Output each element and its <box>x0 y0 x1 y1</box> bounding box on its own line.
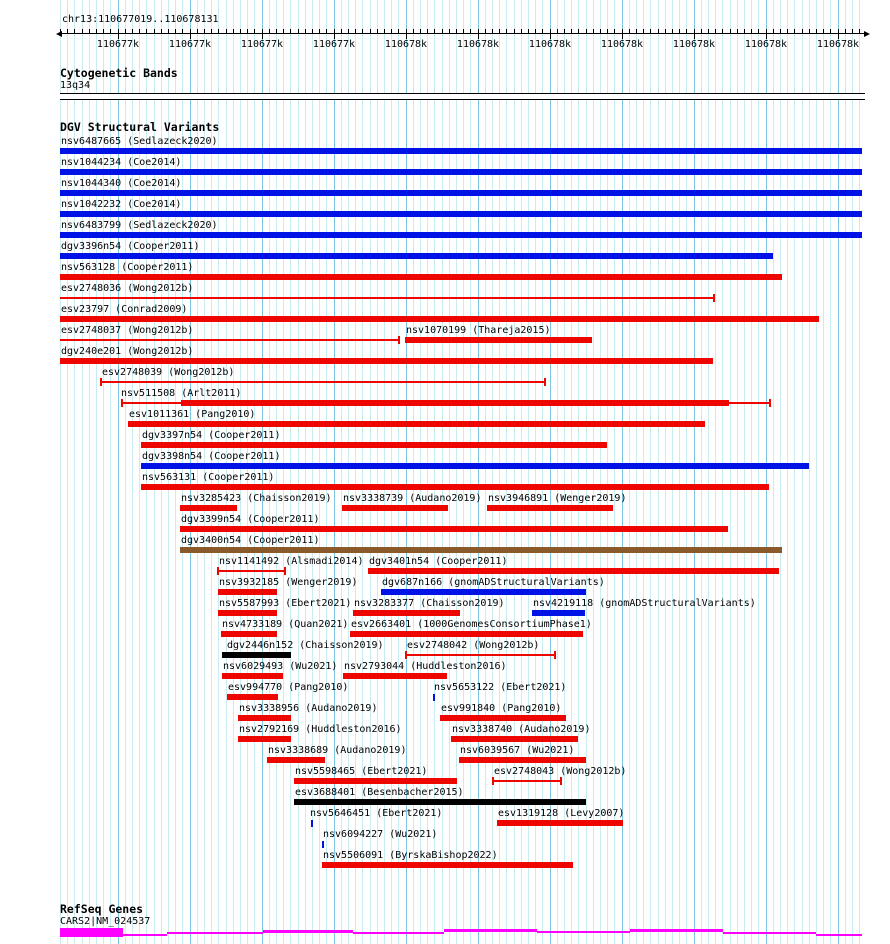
variant-label[interactable]: nsv5646451 (Ebert2021) <box>310 808 443 819</box>
variant-bar[interactable] <box>368 568 779 574</box>
ruler-minor-tick <box>190 29 191 33</box>
ruler-minor-tick <box>478 29 479 33</box>
ruler-minor-tick <box>319 29 320 33</box>
ruler-minor-tick <box>398 29 399 33</box>
grid-line <box>658 0 659 944</box>
ruler-minor-tick <box>830 29 831 33</box>
ruler-minor-tick <box>578 29 579 33</box>
ruler-minor-tick <box>679 29 680 33</box>
grid-line <box>593 0 594 944</box>
variant-bar[interactable] <box>294 799 586 805</box>
variant-label[interactable]: nsv3338689 (Audano2019) <box>268 745 407 756</box>
variant-label[interactable]: nsv5506091 (ByrskaBishop2022) <box>323 850 498 861</box>
variant-bar[interactable] <box>381 589 586 595</box>
ruler-minor-tick <box>110 29 111 33</box>
ruler-minor-tick <box>211 29 212 33</box>
ruler-tick-label: 110678k <box>384 39 428 50</box>
variant-label[interactable]: dgv2446n152 (Chaisson2019) <box>227 640 384 651</box>
ruler-minor-tick <box>276 29 277 33</box>
variant-label[interactable]: nsv6483799 (Sedlazeck2020) <box>61 220 218 231</box>
variant-label[interactable]: nsv2792169 (Huddleston2016) <box>239 724 402 735</box>
grid-line <box>283 0 284 944</box>
ruler-axis <box>62 33 864 34</box>
variant-range-end-tick <box>554 651 556 659</box>
grid-line <box>701 0 702 944</box>
variant-bar[interactable] <box>60 169 862 175</box>
variant-label[interactable]: nsv4219118 (gnomADStructuralVariants) <box>533 598 756 609</box>
variant-label[interactable]: esv994770 (Pang2010) <box>228 682 349 693</box>
ruler-minor-tick <box>701 29 702 33</box>
variant-bar[interactable] <box>238 736 291 742</box>
ruler-minor-tick <box>233 29 234 33</box>
ruler-minor-tick <box>859 29 860 33</box>
grid-line <box>859 0 860 944</box>
dgv-section-title: DGV Structural Variants <box>60 120 220 134</box>
ruler-minor-tick <box>125 29 126 33</box>
ruler-minor-tick <box>542 29 543 33</box>
variant-label[interactable]: nsv5653122 (Ebert2021) <box>434 682 567 693</box>
variant-label[interactable]: nsv6039567 (Wu2021) <box>460 745 575 756</box>
variant-range-line[interactable] <box>218 570 285 572</box>
grid-line <box>845 0 846 944</box>
variant-bar[interactable] <box>141 442 607 448</box>
variant-bar[interactable] <box>181 400 729 406</box>
ruler-minor-tick <box>643 29 644 33</box>
gene-segment[interactable] <box>816 934 862 936</box>
gene-exon-box[interactable] <box>60 928 123 937</box>
variant-label[interactable]: nsv3338740 (Audano2019) <box>452 724 591 735</box>
cytoband-box[interactable] <box>60 93 865 100</box>
variant-label[interactable]: nsv5598465 (Ebert2021) <box>295 766 428 777</box>
ruler-minor-tick <box>420 29 421 33</box>
grid-line <box>708 0 709 944</box>
variant-label[interactable]: esv23797 (Conrad2009) <box>61 304 188 315</box>
variant-label[interactable]: nsv6487665 (Sedlazeck2020) <box>61 136 218 147</box>
ruler-minor-tick <box>283 29 284 33</box>
ruler-minor-tick <box>521 29 522 33</box>
ruler-minor-tick <box>528 29 529 33</box>
ruler-minor-tick <box>665 29 666 33</box>
variant-bar[interactable] <box>222 673 283 679</box>
variant-bar[interactable] <box>60 358 713 364</box>
ruler-left-arrow-icon <box>56 31 62 37</box>
variant-bar[interactable] <box>227 694 278 700</box>
gene-segment[interactable] <box>123 934 167 936</box>
ruler-minor-tick <box>838 29 839 33</box>
variant-label[interactable]: esv2748043 (Wong2012b) <box>494 766 627 777</box>
variant-bar[interactable] <box>322 862 573 868</box>
ruler-tick-label: 110678k <box>456 39 500 50</box>
ruler-minor-tick <box>622 29 623 33</box>
ruler-minor-tick <box>535 29 536 33</box>
gene-segment[interactable] <box>630 929 723 932</box>
variant-bar[interactable] <box>128 421 705 427</box>
grid-line <box>751 0 752 944</box>
variant-range-end-tick <box>121 399 123 407</box>
variant-bar[interactable] <box>60 211 862 217</box>
ruler-minor-tick <box>470 29 471 33</box>
ruler-minor-tick <box>737 29 738 33</box>
ruler-minor-tick <box>607 29 608 33</box>
ruler-minor-tick <box>355 29 356 33</box>
variant-label[interactable]: nsv1044234 (Coe2014) <box>61 157 182 168</box>
ruler-minor-tick <box>89 29 90 33</box>
grid-line <box>694 0 695 944</box>
grid-line <box>780 0 781 944</box>
ruler-minor-tick <box>384 29 385 33</box>
ruler-minor-tick <box>182 29 183 33</box>
ruler-minor-tick <box>82 29 83 33</box>
ruler-minor-tick <box>67 29 68 33</box>
variant-label[interactable]: esv2663401 (1000GenomesConsortiumPhase1) <box>351 619 592 630</box>
ruler-minor-tick <box>118 29 119 33</box>
ruler-minor-tick <box>226 29 227 33</box>
ruler-minor-tick <box>694 29 695 33</box>
ruler-minor-tick <box>845 29 846 33</box>
variant-bar[interactable] <box>60 316 819 322</box>
ruler-minor-tick <box>247 29 248 33</box>
ruler-minor-tick <box>780 29 781 33</box>
variant-bar[interactable] <box>60 148 862 154</box>
grid-line <box>686 0 687 944</box>
variant-bar[interactable] <box>267 757 325 763</box>
ruler-minor-tick <box>370 29 371 33</box>
variant-label[interactable]: esv2748042 (Wong2012b) <box>407 640 540 651</box>
ruler-tick-label: 110677k <box>168 39 212 50</box>
ruler-tick-label: 110678k <box>672 39 716 50</box>
variant-label[interactable]: nsv1070199 (Thareja2015) <box>406 325 551 336</box>
variant-range-end-tick <box>544 378 546 386</box>
ruler-minor-tick <box>326 29 327 33</box>
gene-segment[interactable] <box>263 930 353 933</box>
ruler-minor-tick <box>650 29 651 33</box>
grid-line <box>773 0 774 944</box>
variant-bar[interactable] <box>497 820 623 826</box>
ruler-minor-tick <box>586 29 587 33</box>
grid-line <box>665 0 666 944</box>
ruler-minor-tick <box>658 29 659 33</box>
variant-label[interactable]: dgv687n166 (gnomADStructuralVariants) <box>382 577 605 588</box>
ruler-minor-tick <box>499 29 500 33</box>
ruler-minor-tick <box>146 29 147 33</box>
grid-line <box>830 0 831 944</box>
variant-bar[interactable] <box>180 505 237 511</box>
grid-line <box>809 0 810 944</box>
variant-range-line[interactable] <box>493 780 561 782</box>
variant-label[interactable]: dgv3400n54 (Cooper2011) <box>181 535 320 546</box>
grid-line <box>794 0 795 944</box>
grid-line <box>614 0 615 944</box>
ruler-minor-tick <box>406 29 407 33</box>
gene-segment[interactable] <box>723 932 816 934</box>
variant-bar[interactable] <box>350 631 583 637</box>
variant-label[interactable]: nsv4733189 (Quan2021) <box>222 619 349 630</box>
ruler-minor-tick <box>254 29 255 33</box>
ruler-minor-tick <box>204 29 205 33</box>
ruler-minor-tick <box>722 29 723 33</box>
variant-bar[interactable] <box>294 778 457 784</box>
grid-line <box>650 0 651 944</box>
refseq-section-title: RefSeq Genes <box>60 902 144 916</box>
variant-range-line[interactable] <box>101 381 545 383</box>
ruler-minor-tick <box>463 29 464 33</box>
variant-range-end-tick <box>284 567 286 575</box>
variant-bar[interactable] <box>440 715 566 721</box>
region-title: chr13:110677019..110678131 <box>62 14 219 25</box>
ruler-minor-tick <box>816 29 817 33</box>
ruler-minor-tick <box>787 29 788 33</box>
gene-segment[interactable] <box>537 931 630 933</box>
ruler-minor-tick <box>629 29 630 33</box>
variant-label[interactable]: esv2748037 (Wong2012b) <box>61 325 194 336</box>
ruler-minor-tick <box>686 29 687 33</box>
ruler-minor-tick <box>362 29 363 33</box>
variant-label[interactable]: dgv3399n54 (Cooper2011) <box>181 514 320 525</box>
ruler-minor-tick <box>269 29 270 33</box>
variant-bar[interactable] <box>353 610 460 616</box>
grid-line <box>643 0 644 944</box>
ruler-minor-tick <box>218 29 219 33</box>
variant-label[interactable]: dgv240e201 (Wong2012b) <box>61 346 194 357</box>
variant-label[interactable]: nsv3946891 (Wenger2019) <box>488 493 627 504</box>
variant-point-tick[interactable] <box>322 841 324 848</box>
ruler-minor-tick <box>636 29 637 33</box>
variant-range-line[interactable] <box>406 654 555 656</box>
ruler-minor-tick <box>290 29 291 33</box>
ruler-minor-tick <box>485 29 486 33</box>
ruler-minor-tick <box>751 29 752 33</box>
grid-line <box>816 0 817 944</box>
ruler-minor-tick <box>506 29 507 33</box>
ruler-minor-tick <box>161 29 162 33</box>
grid-line <box>787 0 788 944</box>
ruler-minor-tick <box>614 29 615 33</box>
ruler-tick-label: 110678k <box>744 39 788 50</box>
variant-range-end-tick <box>217 567 219 575</box>
variant-label[interactable]: esv991840 (Pang2010) <box>441 703 562 714</box>
variant-label[interactable]: esv2748039 (Wong2012b) <box>102 367 235 378</box>
ruler-minor-tick <box>334 29 335 33</box>
ruler-minor-tick <box>593 29 594 33</box>
ruler-minor-tick <box>852 29 853 33</box>
grid-line <box>622 0 623 944</box>
ruler-minor-tick <box>175 29 176 33</box>
ruler-minor-tick <box>571 29 572 33</box>
ruler-minor-tick <box>96 29 97 33</box>
grid-line <box>802 0 803 944</box>
variant-bar[interactable] <box>180 547 782 553</box>
grid-line <box>290 0 291 944</box>
variant-range-end-tick <box>398 336 400 344</box>
ruler-minor-tick <box>823 29 824 33</box>
variant-bar[interactable] <box>451 736 578 742</box>
variant-label[interactable]: nsv2793044 (Huddleston2016) <box>344 661 507 672</box>
ruler-minor-tick <box>132 29 133 33</box>
variant-bar[interactable] <box>60 232 862 238</box>
grid-line <box>766 0 767 944</box>
grid-line <box>672 0 673 944</box>
ruler-minor-tick <box>456 29 457 33</box>
variant-point-tick[interactable] <box>433 694 435 701</box>
ruler-minor-tick <box>715 29 716 33</box>
variant-label[interactable]: esv3688401 (Besenbacher2015) <box>295 787 464 798</box>
ruler-tick-label: 110677k <box>312 39 356 50</box>
variant-range-line[interactable] <box>60 339 399 341</box>
gene-segment[interactable] <box>353 932 444 934</box>
variant-bar[interactable] <box>342 505 448 511</box>
variant-label[interactable]: nsv3338739 (Audano2019) <box>343 493 482 504</box>
grid-line <box>737 0 738 944</box>
ruler-tick-label: 110677k <box>240 39 284 50</box>
variant-label[interactable]: nsv6029493 (Wu2021) <box>223 661 338 672</box>
ruler-minor-tick <box>427 29 428 33</box>
variant-bar[interactable] <box>405 337 592 343</box>
grid-line <box>823 0 824 944</box>
ruler-minor-tick <box>730 29 731 33</box>
variant-bar[interactable] <box>141 463 809 469</box>
grid-line <box>758 0 759 944</box>
variant-bar[interactable] <box>532 610 585 616</box>
variant-range-end-tick <box>769 399 771 407</box>
grid-line <box>730 0 731 944</box>
variant-bar[interactable] <box>487 505 613 511</box>
cytobands-section-title: Cytogenetic Bands <box>60 66 178 80</box>
variant-bar[interactable] <box>218 589 277 595</box>
variant-range-end-tick <box>492 777 494 785</box>
ruler-minor-tick <box>305 29 306 33</box>
variant-label[interactable]: dgv3401n54 (Cooper2011) <box>369 556 508 567</box>
variant-bar[interactable] <box>60 274 782 280</box>
ruler-minor-tick <box>766 29 767 33</box>
grid-line <box>715 0 716 944</box>
variant-range-end-tick <box>100 378 102 386</box>
variant-range-line[interactable] <box>60 297 714 299</box>
ruler-minor-tick <box>449 29 450 33</box>
variant-label[interactable]: nsv3338956 (Audano2019) <box>239 703 378 714</box>
ruler-minor-tick <box>139 29 140 33</box>
variant-label[interactable]: nsv563131 (Cooper2011) <box>142 472 275 483</box>
grid-line <box>629 0 630 944</box>
variant-bar[interactable] <box>141 484 769 490</box>
ruler-minor-tick <box>60 29 61 33</box>
variant-bar[interactable] <box>60 253 773 259</box>
ruler-minor-tick <box>708 29 709 33</box>
refseq-gene-label[interactable]: CARS2|NM_024537 <box>60 916 151 927</box>
variant-label[interactable]: nsv511508 (Arlt2011) <box>121 388 242 399</box>
variant-label[interactable]: nsv1141492 (Alsmadi2014) <box>219 556 364 567</box>
variant-bar[interactable] <box>218 610 277 616</box>
ruler-minor-tick <box>197 29 198 33</box>
ruler-minor-tick <box>550 29 551 33</box>
grid-line <box>600 0 601 944</box>
ruler-minor-tick <box>442 29 443 33</box>
variant-label[interactable]: nsv3285423 (Chaisson2019) <box>181 493 332 504</box>
ruler-minor-tick <box>802 29 803 33</box>
ruler-minor-tick <box>413 29 414 33</box>
variant-label[interactable]: dgv3396n54 (Cooper2011) <box>61 241 200 252</box>
variant-point-tick[interactable] <box>311 820 313 827</box>
ruler-minor-tick <box>564 29 565 33</box>
ruler-tick-label: 110677k <box>96 39 140 50</box>
ruler-tick-label: 110678k <box>600 39 644 50</box>
variant-range-end-tick <box>405 651 407 659</box>
grid-line <box>744 0 745 944</box>
variant-label[interactable]: dgv3398n54 (Cooper2011) <box>142 451 281 462</box>
ruler-minor-tick <box>168 29 169 33</box>
ruler-minor-tick <box>341 29 342 33</box>
grid-line <box>607 0 608 944</box>
ruler-tick-label: 110678k <box>816 39 860 50</box>
variant-label[interactable]: nsv1044340 (Coe2014) <box>61 178 182 189</box>
ruler-minor-tick <box>103 29 104 33</box>
ruler-minor-tick <box>348 29 349 33</box>
ruler-minor-tick <box>298 29 299 33</box>
ruler-minor-tick <box>434 29 435 33</box>
variant-range-end-tick <box>713 294 715 302</box>
ruler-minor-tick <box>600 29 601 33</box>
gene-segment[interactable] <box>167 932 263 934</box>
variant-bar[interactable] <box>222 652 291 658</box>
variant-bar[interactable] <box>238 715 291 721</box>
variant-label[interactable]: esv1319128 (Levy2007) <box>498 808 625 819</box>
cytoband-label: 13q34 <box>60 80 91 91</box>
variant-label[interactable]: esv1011361 (Pang2010) <box>129 409 256 420</box>
ruler-minor-tick <box>758 29 759 33</box>
variant-label[interactable]: esv2748036 (Wong2012b) <box>61 283 194 294</box>
variant-label[interactable]: nsv6094227 (Wu2021) <box>323 829 438 840</box>
ruler-minor-tick <box>262 29 263 33</box>
variant-bar[interactable] <box>343 673 447 679</box>
variant-label[interactable]: nsv3932185 (Wenger2019) <box>219 577 358 588</box>
grid-line <box>722 0 723 944</box>
ruler-tick-label: 110678k <box>528 39 572 50</box>
variant-bar[interactable] <box>459 757 586 763</box>
ruler-minor-tick <box>773 29 774 33</box>
ruler-minor-tick <box>312 29 313 33</box>
ruler-minor-tick <box>672 29 673 33</box>
grid-line <box>636 0 637 944</box>
ruler-minor-tick <box>557 29 558 33</box>
variant-bar[interactable] <box>180 526 728 532</box>
variant-label[interactable]: dgv3397n54 (Cooper2011) <box>142 430 281 441</box>
variant-label[interactable]: nsv563128 (Cooper2011) <box>61 262 194 273</box>
variant-label[interactable]: nsv1042232 (Coe2014) <box>61 199 182 210</box>
grid-line <box>852 0 853 944</box>
ruler-minor-tick <box>492 29 493 33</box>
ruler-minor-tick <box>154 29 155 33</box>
ruler-minor-tick <box>809 29 810 33</box>
ruler-minor-tick <box>744 29 745 33</box>
ruler-minor-tick <box>391 29 392 33</box>
ruler-minor-tick <box>377 29 378 33</box>
gene-segment[interactable] <box>444 929 537 932</box>
ruler-minor-tick <box>794 29 795 33</box>
grid-line <box>276 0 277 944</box>
variant-range-end-tick <box>560 777 562 785</box>
variant-label[interactable]: nsv5587993 (Ebert2021) <box>219 598 352 609</box>
ruler-minor-tick <box>514 29 515 33</box>
variant-label[interactable]: nsv3283377 (Chaisson2019) <box>354 598 505 609</box>
ruler-minor-tick <box>74 29 75 33</box>
grid-line <box>679 0 680 944</box>
ruler-right-arrow-icon <box>864 31 870 37</box>
ruler-minor-tick <box>240 29 241 33</box>
variant-bar[interactable] <box>221 631 277 637</box>
grid-line <box>838 0 839 944</box>
variant-bar[interactable] <box>60 190 862 196</box>
